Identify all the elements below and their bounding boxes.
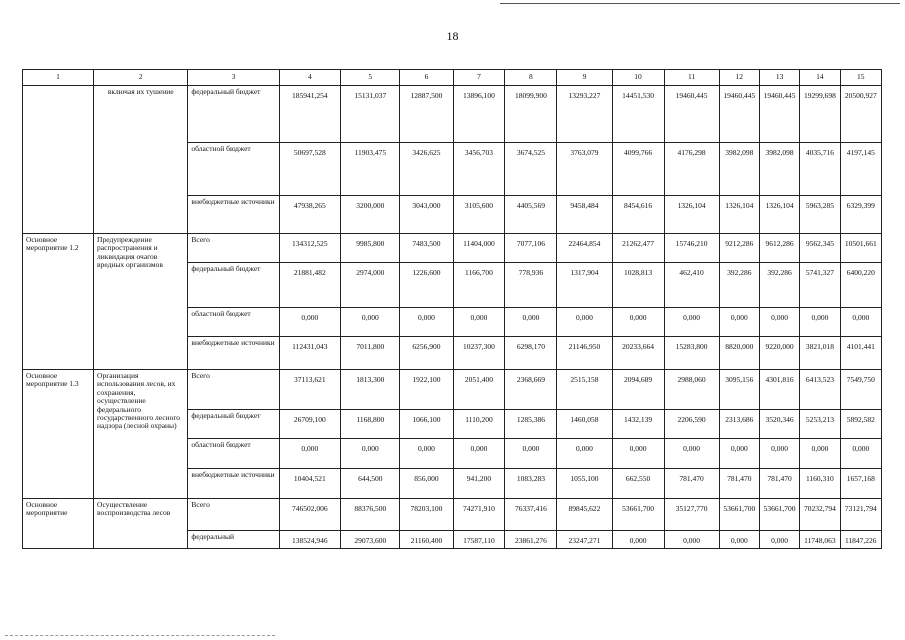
value-cell: 89845,622 bbox=[557, 499, 612, 531]
table-row bbox=[23, 86, 882, 143]
value-cell: 0,000 bbox=[664, 308, 719, 337]
value-cell: 1813,300 bbox=[341, 370, 400, 410]
value-cell: 20500,927 bbox=[840, 86, 881, 143]
table-body bbox=[23, 86, 882, 549]
bottom-rule bbox=[5, 635, 275, 636]
funding-source-cell: федеральный бюджет bbox=[188, 263, 279, 308]
value-cell: 53661,700 bbox=[612, 499, 664, 531]
description-cell: Осуществление воспроизводства лесов bbox=[94, 499, 188, 549]
value-cell: 746502,006 bbox=[279, 499, 341, 531]
column-header-11: 11 bbox=[664, 70, 719, 86]
value-cell: 0,000 bbox=[341, 439, 400, 469]
value-cell: 0,000 bbox=[759, 531, 799, 549]
funding-source-cell: областной бюджет bbox=[188, 308, 279, 337]
value-cell: 1110,200 bbox=[453, 410, 505, 439]
table-row bbox=[23, 499, 882, 531]
column-header-13: 13 bbox=[759, 70, 799, 86]
value-cell: 0,000 bbox=[719, 531, 759, 549]
value-cell: 8454,616 bbox=[612, 196, 664, 234]
measure-cell: Основное мероприятие 1.2 bbox=[23, 234, 94, 370]
value-cell: 20233,664 bbox=[612, 337, 664, 370]
value-cell: 21160,400 bbox=[400, 531, 453, 549]
value-cell: 112431,043 bbox=[279, 337, 341, 370]
value-cell: 21262,477 bbox=[612, 234, 664, 263]
description-cell: включая их тушение bbox=[94, 86, 188, 234]
value-cell: 15746,210 bbox=[664, 234, 719, 263]
value-cell: 9458,484 bbox=[557, 196, 612, 234]
value-cell: 19460,445 bbox=[664, 86, 719, 143]
value-cell: 644,500 bbox=[341, 469, 400, 499]
column-header-3: 3 bbox=[188, 70, 279, 86]
value-cell: 781,470 bbox=[664, 469, 719, 499]
column-header-4: 4 bbox=[279, 70, 341, 86]
value-cell: 22464,854 bbox=[557, 234, 612, 263]
value-cell: 15131,037 bbox=[341, 86, 400, 143]
value-cell: 462,410 bbox=[664, 263, 719, 308]
value-cell: 0,000 bbox=[759, 439, 799, 469]
value-cell: 0,000 bbox=[400, 439, 453, 469]
column-header-15: 15 bbox=[840, 70, 881, 86]
value-cell: 11847,226 bbox=[840, 531, 881, 549]
value-cell: 9220,000 bbox=[759, 337, 799, 370]
value-cell: 2051,400 bbox=[453, 370, 505, 410]
value-cell: 19460,445 bbox=[759, 86, 799, 143]
value-cell: 6329,399 bbox=[840, 196, 881, 234]
measure-cell bbox=[23, 86, 94, 234]
value-cell: 14451,530 bbox=[612, 86, 664, 143]
value-cell: 2313,686 bbox=[719, 410, 759, 439]
page-number: 18 bbox=[446, 29, 459, 43]
value-cell: 19460,445 bbox=[719, 86, 759, 143]
value-cell: 10501,661 bbox=[840, 234, 881, 263]
value-cell: 6400,220 bbox=[840, 263, 881, 308]
value-cell: 4101,441 bbox=[840, 337, 881, 370]
value-cell: 0,000 bbox=[840, 308, 881, 337]
value-cell: 26709,100 bbox=[279, 410, 341, 439]
value-cell: 21146,950 bbox=[557, 337, 612, 370]
funding-source-cell: Всего bbox=[188, 234, 279, 263]
value-cell: 3426,625 bbox=[400, 143, 453, 196]
value-cell: 3982,098 bbox=[759, 143, 799, 196]
value-cell: 0,000 bbox=[341, 308, 400, 337]
value-cell: 4197,145 bbox=[840, 143, 881, 196]
value-cell: 5253,213 bbox=[800, 410, 840, 439]
value-cell: 1083,283 bbox=[505, 469, 557, 499]
value-cell: 6298,170 bbox=[505, 337, 557, 370]
value-cell: 0,000 bbox=[612, 439, 664, 469]
value-cell: 3200,000 bbox=[341, 196, 400, 234]
description-cell: Организация использования лесов, их сохранения, осуществление федерального государственного лесного надзора (лесной охраны) bbox=[94, 370, 188, 499]
value-cell: 19299,698 bbox=[800, 86, 840, 143]
value-cell: 1326,104 bbox=[664, 196, 719, 234]
value-cell: 7549,750 bbox=[840, 370, 881, 410]
funding-source-cell: федеральный бюджет bbox=[188, 410, 279, 439]
value-cell: 2368,669 bbox=[505, 370, 557, 410]
value-cell: 0,000 bbox=[800, 439, 840, 469]
value-cell: 21881,482 bbox=[279, 263, 341, 308]
value-cell: 138524,946 bbox=[279, 531, 341, 549]
value-cell: 1317,904 bbox=[557, 263, 612, 308]
value-cell: 1160,310 bbox=[800, 469, 840, 499]
funding-source-cell: внебюджетные источники bbox=[188, 469, 279, 499]
value-cell: 6413,523 bbox=[800, 370, 840, 410]
measure-cell: Основное мероприятие bbox=[23, 499, 94, 549]
value-cell: 11404,000 bbox=[453, 234, 505, 263]
value-cell: 73121,794 bbox=[840, 499, 881, 531]
value-cell: 0,000 bbox=[800, 308, 840, 337]
value-cell: 9612,286 bbox=[759, 234, 799, 263]
value-cell: 3456,703 bbox=[453, 143, 505, 196]
value-cell: 4099,766 bbox=[612, 143, 664, 196]
funding-source-cell: федеральный бюджет bbox=[188, 86, 279, 143]
header-row bbox=[23, 70, 882, 86]
funding-source-cell: федеральный bbox=[188, 531, 279, 549]
value-cell: 3821,018 bbox=[800, 337, 840, 370]
value-cell: 29073,600 bbox=[341, 531, 400, 549]
value-cell: 9985,800 bbox=[341, 234, 400, 263]
value-cell: 0,000 bbox=[453, 308, 505, 337]
value-cell: 392,286 bbox=[759, 263, 799, 308]
column-header-2: 2 bbox=[94, 70, 188, 86]
funding-source-cell: внебюджетные источники bbox=[188, 196, 279, 234]
value-cell: 2094,689 bbox=[612, 370, 664, 410]
value-cell: 4176,298 bbox=[664, 143, 719, 196]
column-header-7: 7 bbox=[453, 70, 505, 86]
column-header-9: 9 bbox=[557, 70, 612, 86]
value-cell: 1226,600 bbox=[400, 263, 453, 308]
value-cell: 2515,158 bbox=[557, 370, 612, 410]
value-cell: 2988,060 bbox=[664, 370, 719, 410]
value-cell: 5963,285 bbox=[800, 196, 840, 234]
value-cell: 856,000 bbox=[400, 469, 453, 499]
value-cell: 4035,716 bbox=[800, 143, 840, 196]
value-cell: 4301,816 bbox=[759, 370, 799, 410]
value-cell: 3520,346 bbox=[759, 410, 799, 439]
value-cell: 1460,058 bbox=[557, 410, 612, 439]
value-cell: 74271,910 bbox=[453, 499, 505, 531]
value-cell: 70232,794 bbox=[800, 499, 840, 531]
value-cell: 0,000 bbox=[557, 439, 612, 469]
value-cell: 23247,271 bbox=[557, 531, 612, 549]
value-cell: 0,000 bbox=[279, 308, 341, 337]
value-cell: 1055,100 bbox=[557, 469, 612, 499]
value-cell: 9212,286 bbox=[719, 234, 759, 263]
value-cell: 1326,104 bbox=[719, 196, 759, 234]
value-cell: 10237,300 bbox=[453, 337, 505, 370]
value-cell: 5892,582 bbox=[840, 410, 881, 439]
value-cell: 15283,800 bbox=[664, 337, 719, 370]
value-cell: 0,000 bbox=[664, 531, 719, 549]
value-cell: 1168,800 bbox=[341, 410, 400, 439]
value-cell: 37113,621 bbox=[279, 370, 341, 410]
value-cell: 8820,000 bbox=[719, 337, 759, 370]
value-cell: 134312,525 bbox=[279, 234, 341, 263]
column-header-5: 5 bbox=[341, 70, 400, 86]
table-row bbox=[23, 370, 882, 410]
value-cell: 4405,569 bbox=[505, 196, 557, 234]
value-cell: 0,000 bbox=[505, 308, 557, 337]
value-cell: 53661,700 bbox=[759, 499, 799, 531]
value-cell: 0,000 bbox=[505, 439, 557, 469]
top-rule bbox=[500, 3, 900, 4]
value-cell: 0,000 bbox=[612, 308, 664, 337]
funding-source-cell: Всего bbox=[188, 370, 279, 410]
value-cell: 3982,098 bbox=[719, 143, 759, 196]
value-cell: 47938,265 bbox=[279, 196, 341, 234]
value-cell: 17587,110 bbox=[453, 531, 505, 549]
value-cell: 1432,139 bbox=[612, 410, 664, 439]
column-header-1: 1 bbox=[23, 70, 94, 86]
value-cell: 662,550 bbox=[612, 469, 664, 499]
value-cell: 0,000 bbox=[453, 439, 505, 469]
value-cell: 13896,100 bbox=[453, 86, 505, 143]
value-cell: 0,000 bbox=[279, 439, 341, 469]
value-cell: 3095,156 bbox=[719, 370, 759, 410]
value-cell: 781,470 bbox=[759, 469, 799, 499]
budget-table bbox=[22, 69, 882, 549]
value-cell: 18099,900 bbox=[505, 86, 557, 143]
column-header-12: 12 bbox=[719, 70, 759, 86]
value-cell: 78203,100 bbox=[400, 499, 453, 531]
value-cell: 2206,590 bbox=[664, 410, 719, 439]
value-cell: 0,000 bbox=[557, 308, 612, 337]
value-cell: 0,000 bbox=[612, 531, 664, 549]
value-cell: 53661,700 bbox=[719, 499, 759, 531]
value-cell: 0,000 bbox=[400, 308, 453, 337]
value-cell: 392,286 bbox=[719, 263, 759, 308]
value-cell: 88376,500 bbox=[341, 499, 400, 531]
value-cell: 1285,386 bbox=[505, 410, 557, 439]
value-cell: 185941,254 bbox=[279, 86, 341, 143]
value-cell: 2974,000 bbox=[341, 263, 400, 308]
value-cell: 12887,500 bbox=[400, 86, 453, 143]
funding-source-cell: областной бюджет bbox=[188, 143, 279, 196]
value-cell: 0,000 bbox=[840, 439, 881, 469]
value-cell: 6256,900 bbox=[400, 337, 453, 370]
funding-source-cell: внебюджетные источники bbox=[188, 337, 279, 370]
value-cell: 5741,327 bbox=[800, 263, 840, 308]
measure-cell: Основное мероприятие 1.3 bbox=[23, 370, 94, 499]
value-cell: 23861,276 bbox=[505, 531, 557, 549]
column-header-8: 8 bbox=[505, 70, 557, 86]
value-cell: 3674,525 bbox=[505, 143, 557, 196]
value-cell: 7077,106 bbox=[505, 234, 557, 263]
value-cell: 50697,528 bbox=[279, 143, 341, 196]
value-cell: 1326,104 bbox=[759, 196, 799, 234]
value-cell: 1657,168 bbox=[840, 469, 881, 499]
value-cell: 778,936 bbox=[505, 263, 557, 308]
value-cell: 11748,063 bbox=[800, 531, 840, 549]
value-cell: 941,200 bbox=[453, 469, 505, 499]
value-cell: 781,470 bbox=[719, 469, 759, 499]
value-cell: 13293,227 bbox=[557, 86, 612, 143]
value-cell: 3043,000 bbox=[400, 196, 453, 234]
value-cell: 11903,475 bbox=[341, 143, 400, 196]
column-header-10: 10 bbox=[612, 70, 664, 86]
funding-source-cell: Всего bbox=[188, 499, 279, 531]
value-cell: 3763,079 bbox=[557, 143, 612, 196]
value-cell: 1922,100 bbox=[400, 370, 453, 410]
column-header-14: 14 bbox=[800, 70, 840, 86]
value-cell: 3105,600 bbox=[453, 196, 505, 234]
value-cell: 76337,416 bbox=[505, 499, 557, 531]
funding-source-cell: областной бюджет bbox=[188, 439, 279, 469]
value-cell: 7011,800 bbox=[341, 337, 400, 370]
value-cell: 1066,100 bbox=[400, 410, 453, 439]
value-cell: 0,000 bbox=[664, 439, 719, 469]
description-cell: Предупреждение распространения и ликвидация очагов вредных организмов bbox=[94, 234, 188, 370]
value-cell: 35127,770 bbox=[664, 499, 719, 531]
value-cell: 0,000 bbox=[719, 308, 759, 337]
value-cell: 1166,700 bbox=[453, 263, 505, 308]
value-cell: 7483,500 bbox=[400, 234, 453, 263]
column-header-6: 6 bbox=[400, 70, 453, 86]
value-cell: 0,000 bbox=[719, 439, 759, 469]
table-header bbox=[23, 70, 882, 86]
value-cell: 0,000 bbox=[759, 308, 799, 337]
value-cell: 10404,521 bbox=[279, 469, 341, 499]
table-row bbox=[23, 234, 882, 263]
value-cell: 1028,813 bbox=[612, 263, 664, 308]
value-cell: 9562,345 bbox=[800, 234, 840, 263]
